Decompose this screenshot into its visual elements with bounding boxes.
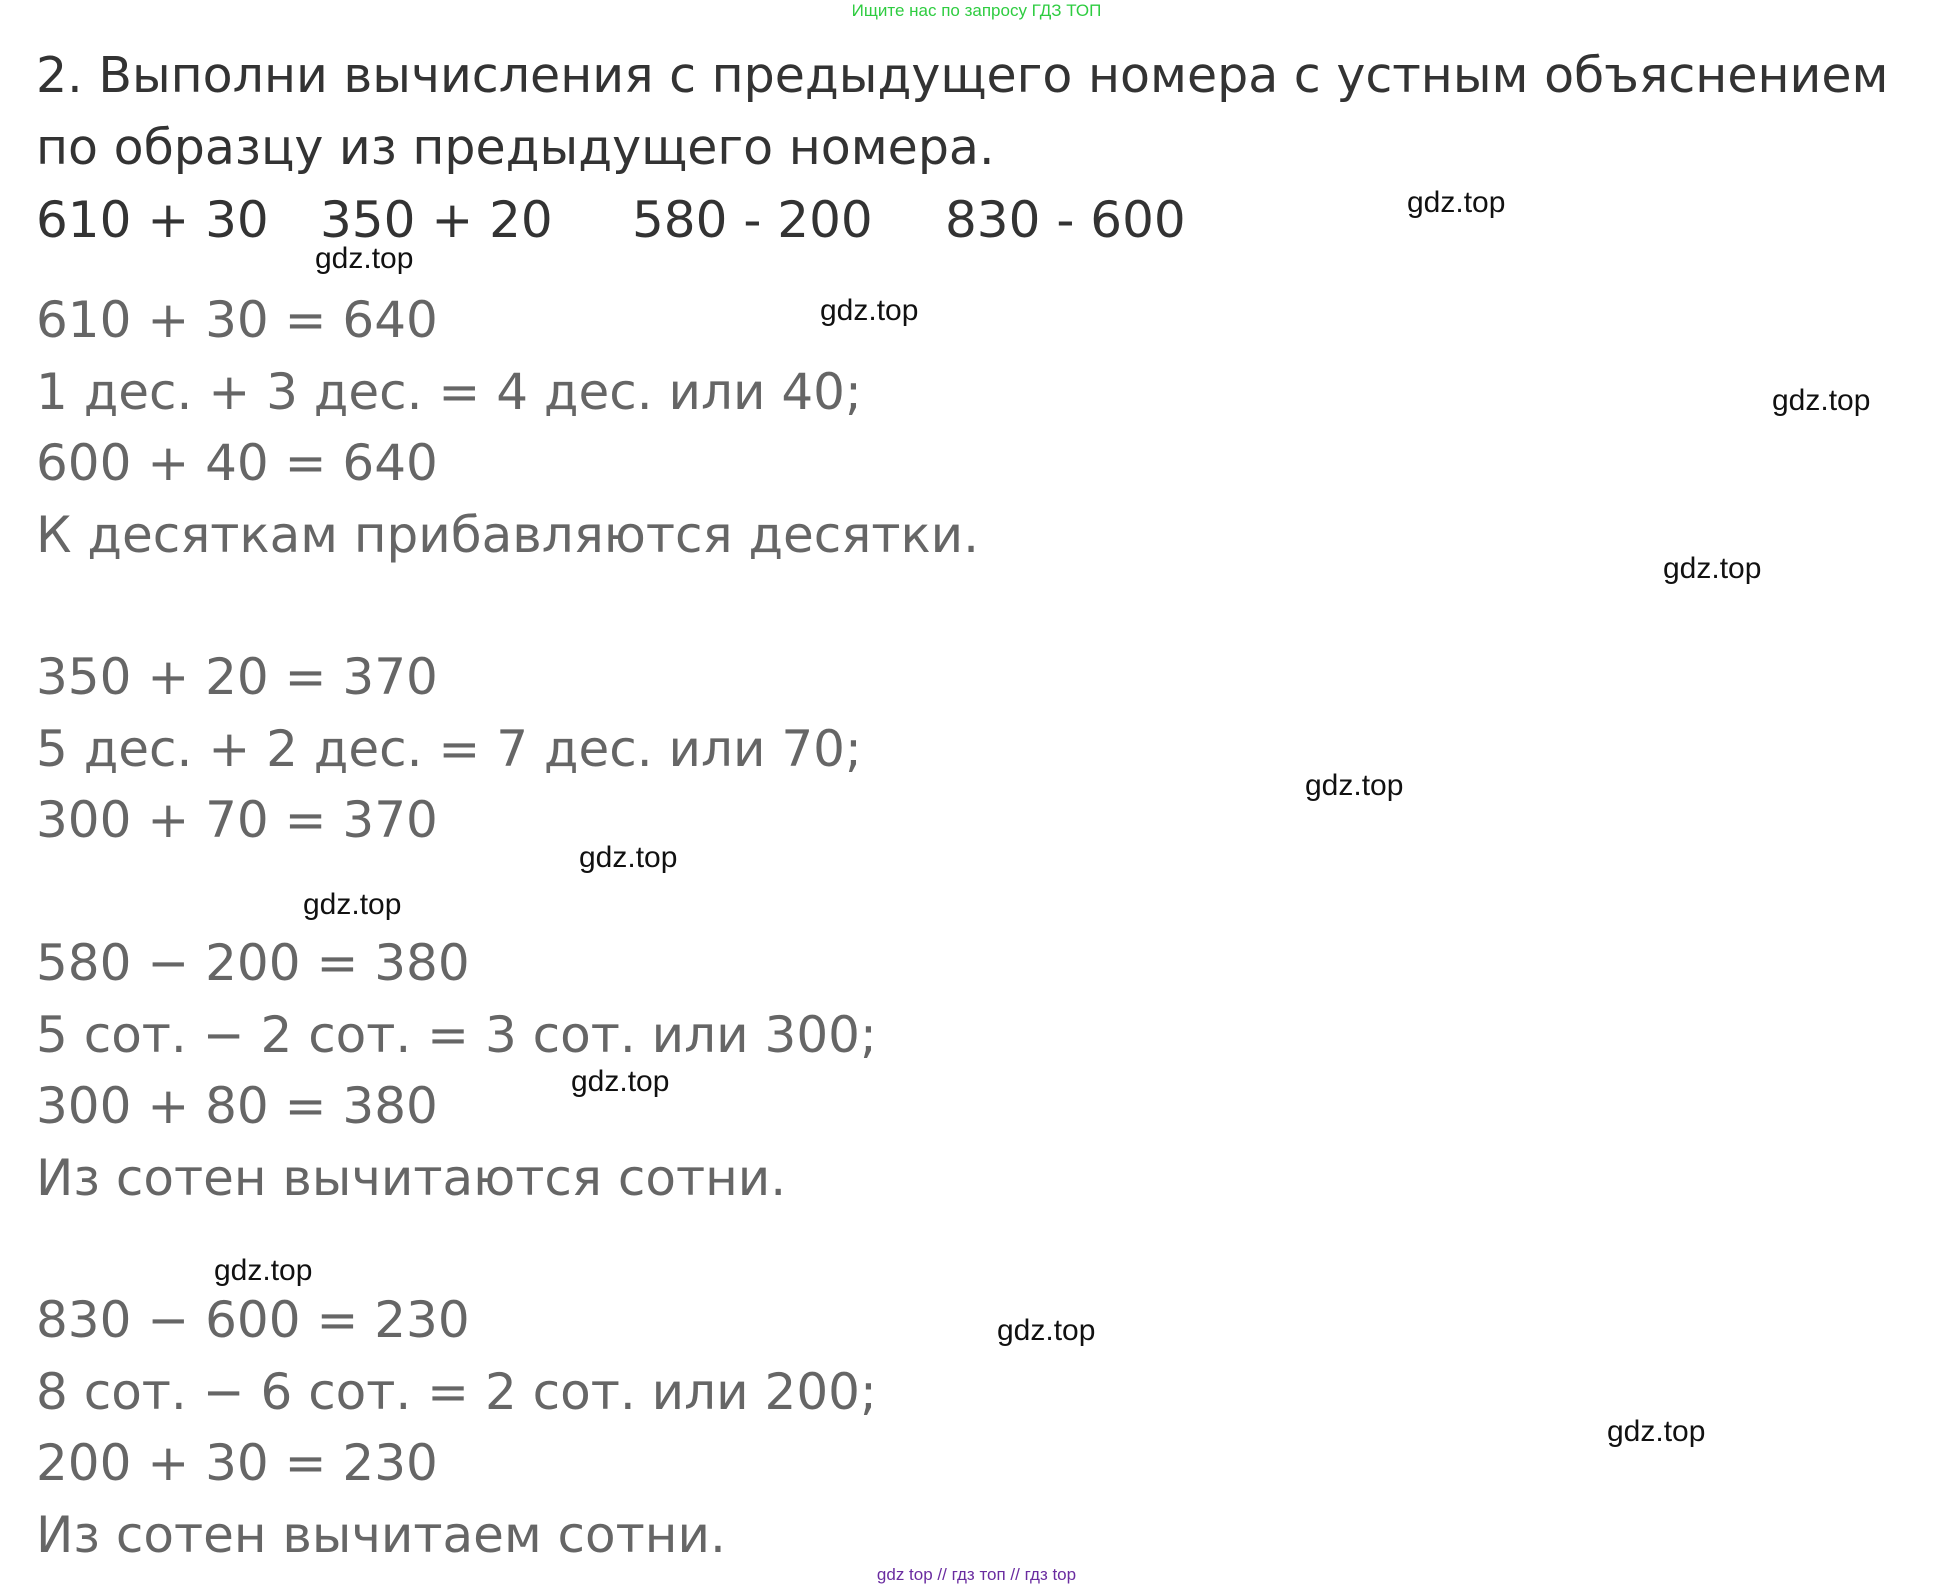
solution-line: К десяткам прибавляются десятки. bbox=[36, 506, 980, 564]
solution-line: Из сотен вычитаем сотни. bbox=[36, 1506, 726, 1564]
solution-line: 200 + 30 = 230 bbox=[36, 1434, 438, 1492]
top-banner: Ищите нас по запросу ГДЗ ТОП bbox=[851, 1, 1102, 20]
bottom-banner: gdz top // гдз топ // гдз top bbox=[876, 1565, 1077, 1584]
watermark: gdz.top bbox=[315, 242, 414, 275]
task-title: 2. Выполни вычисления с предыдущего номера с устным объяснением по образцу из предыдущего номера. bbox=[36, 47, 1889, 176]
watermark: gdz.top bbox=[303, 888, 402, 921]
task-expression: 350 + 20 bbox=[320, 191, 553, 249]
solution-line: 300 + 80 = 380 bbox=[36, 1077, 438, 1135]
watermark: gdz.top bbox=[820, 294, 919, 327]
solution-line: 5 дес. + 2 дес. = 7 дес. или 70; bbox=[36, 720, 862, 778]
solution-line: 350 + 20 = 370 bbox=[36, 648, 438, 706]
solution-line: Из сотен вычитаются сотни. bbox=[36, 1149, 787, 1207]
watermark: gdz.top bbox=[1407, 186, 1506, 219]
watermark: gdz.top bbox=[214, 1254, 313, 1287]
watermark: gdz.top bbox=[579, 841, 678, 874]
watermark: gdz.top bbox=[1607, 1415, 1706, 1448]
solution-line: 610 + 30 = 640 bbox=[36, 291, 438, 349]
solution-line: 600 + 40 = 640 bbox=[36, 434, 438, 492]
task-expression: 830 - 600 bbox=[945, 191, 1186, 249]
solution-line: 830 − 600 = 230 bbox=[36, 1291, 470, 1349]
solution-line: 300 + 70 = 370 bbox=[36, 791, 438, 849]
solution-line: 1 дес. + 3 дес. = 4 дес. или 40; bbox=[36, 363, 862, 421]
watermark: gdz.top bbox=[1663, 552, 1762, 585]
watermark: gdz.top bbox=[997, 1314, 1096, 1347]
task-expression: 610 + 30 bbox=[36, 191, 269, 249]
solution-line: 8 сот. − 6 сот. = 2 сот. или 200; bbox=[36, 1363, 877, 1421]
solution-line: 5 сот. − 2 сот. = 3 сот. или 300; bbox=[36, 1006, 877, 1064]
watermark: gdz.top bbox=[1305, 769, 1404, 802]
solution-line: 580 − 200 = 380 bbox=[36, 934, 470, 992]
watermark: gdz.top bbox=[1772, 384, 1871, 417]
watermark: gdz.top bbox=[571, 1065, 670, 1098]
task-expression: 580 - 200 bbox=[632, 191, 873, 249]
